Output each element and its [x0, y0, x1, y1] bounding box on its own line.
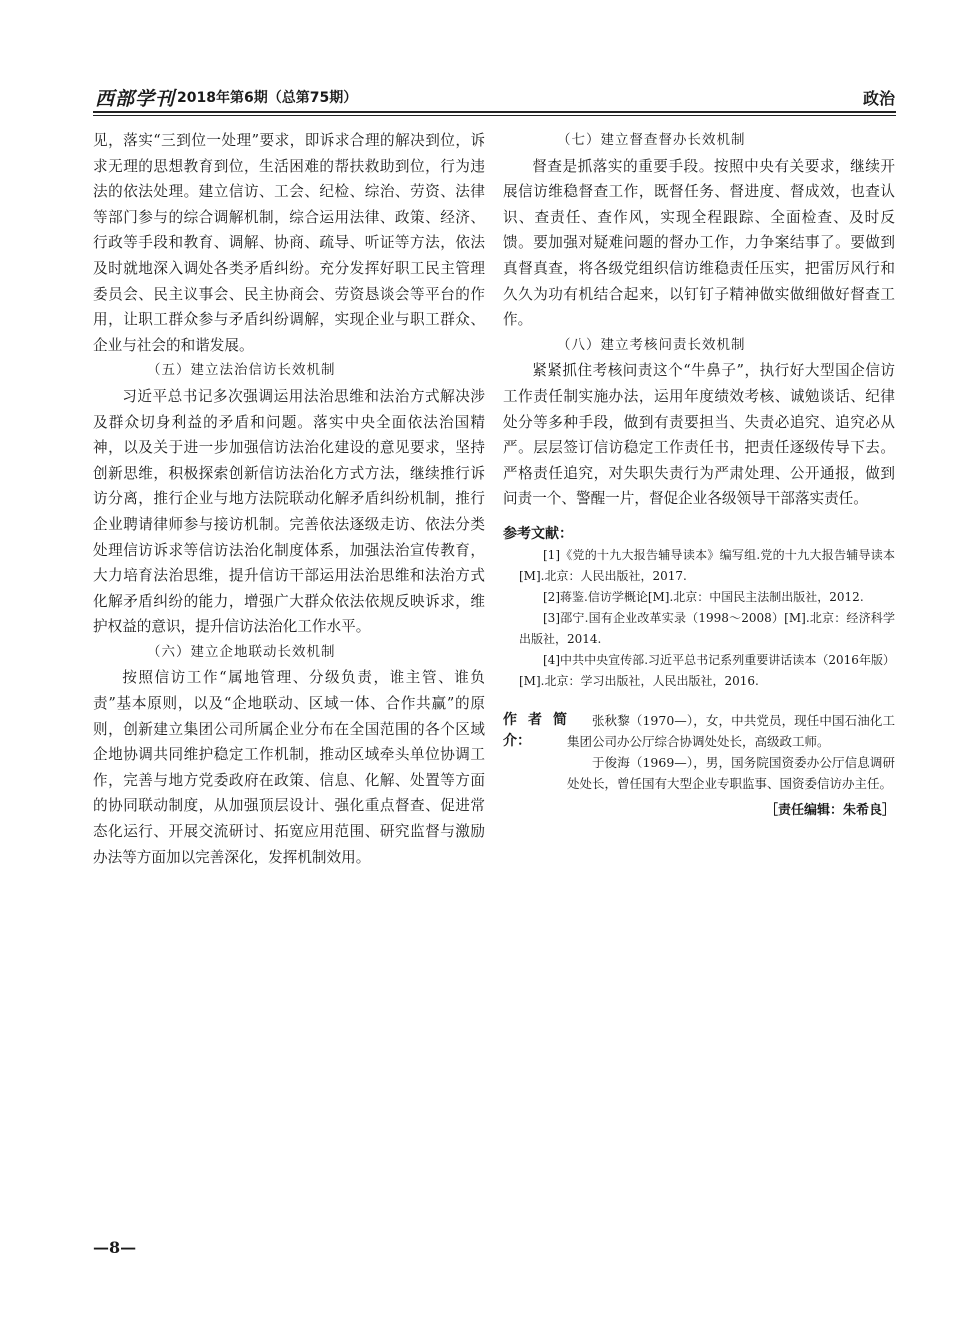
subheading-5: （五）建立法治信访长效机制	[147, 362, 336, 379]
author-bio	[503, 710, 895, 794]
reference-item: [4]中共中央宣传部.习近平总书记系列重要讲话读本（2016年版）[M].北京：学习出版社，人民出版社，2016.	[519, 652, 895, 688]
right-column	[503, 128, 895, 824]
issue-info: 2018年第6期（总第75期）	[177, 90, 358, 106]
page-number: —8—	[93, 1238, 137, 1257]
author-1: 张秋黎（1970—），女，中共党员，现任中国石油化工集团公司办公厅综合协调处处长，高级政工师。	[567, 712, 895, 749]
author-bio-label: 作者简介：	[503, 711, 567, 749]
reference-item: [3]邵宁.国有企业改革实录（1998～2008）[M].北京：经济科学出版社，2014.	[519, 610, 895, 646]
journal-logo: 西部学刊	[95, 88, 176, 110]
reference-item: [1]《党的十九大报告辅导读本》编写组.党的十九大报告辅导读本[M].北京：人民出版社，2017.	[519, 547, 895, 583]
subheading-8: （八）建立考核问责长效机制	[557, 336, 746, 353]
paragraph-enterprise-local: 按照信访工作“属地管理、分级负责，谁主管、谁负责”基本原则，以及“企地联动、区域一体、合作共赢”的原则，创新建立集团公司所属企业分布在全国范围的各个区域企地协调共同维护稳定工作机制，推动区域牵头单位协调工作，完善与地方党委政府在政策、信息、化解、处置等方面的协同联动制度，从加强顶层设计、强化重点督查、促进常态化运行、开展交流研讨、拓宽应用范围、研究监督与激励办法等方面加以完善深化，发挥机制效用。	[93, 669, 485, 866]
paragraph-legal-petition: 习近平总书记多次强调运用法治思维和法治方式解决涉及群众切身利益的矛盾和问题。落实中央全面依法治国精神，以及关于进一步加强信访法治化建设的意见要求，坚持创新思维，积极探索创新信访法治化方式方法，继续推行诉访分离，推行企业与地方法院联动化解矛盾纠纷机制，推行企业聘请律师参与接访机制。完善依法逐级走访、依法分类处理信访诉求等信访法治化制度体系，加强法治宣传教育，大力培育法治思维，提升信访干部运用法治思维和法治方式化解矛盾纠纷的能力，增强广大群众依法依规反映诉求，维护权益的意识，提升信访法治化工作水平。	[93, 387, 485, 636]
author-2: 于俊海（1969—），男，国务院国资委办公厅信息调研处处长，曾任国有大型企业专职监事、国资委信访办主任。	[567, 754, 895, 791]
paragraph-continuation: 见，落实“三到位一处理”要求，即诉求合理的解决到位，诉求无理的思想教育到位，生活困难的帮扶救助到位，行为违法的依法处理。建立信访、工会、纪检、综治、劳资、法律等部门参与的综合调解机制，综合运用法律、政策、经济、行政等手段和教育、调解、协商、疏导、听证等方法，依法及时就地深入调处各类矛盾纠纷。充分发挥好职工民主管理委员会、民主议事会、民主协商会、劳资恳谈会等平台的作用，让职工群众参与矛盾纠纷调解，实现企业与职工群众、企业与社会的和谐发展。	[93, 132, 485, 354]
section-name: 政治	[862, 89, 895, 108]
page-header	[95, 84, 895, 110]
header-rule-thin	[93, 115, 896, 116]
paragraph-supervision: 督查是抓落实的重要手段。按照中央有关要求，继续开展信访维稳督查工作，既督任务、督进度、督成效，也查认识、查责任、查作风，实现全程跟踪、全面检查、及时反馈。要加强对疑难问题的督办工作，力争案结事了。要做到真督真查，将各级党组织信访维稳责任压实，把雷厉风行和久久为功有机结合起来，以钉钉子精神做实做细做好督查工作。	[503, 157, 895, 329]
references-title: 参考文献：	[503, 525, 573, 542]
subheading-7: （七）建立督查督办长效机制	[557, 132, 746, 148]
responsible-editor: ［责任编辑：朱希良］	[764, 802, 895, 818]
subheading-6: （六）建立企地联动长效机制	[147, 643, 336, 660]
reference-item: [2]蒋鉴.信访学概论[M].北京：中国民主法制出版社，2012.	[543, 589, 864, 604]
author-bio-body	[567, 710, 895, 794]
left-column	[93, 128, 485, 870]
paragraph-accountability: 紧紧抓住考核问责这个“牛鼻子”，执行好大型国企信访工作责任制实施办法，运用年度绩效考核、诚勉谈话、纪律处分等多种手段，做到有责要担当、失责必追究、追究必从严。层层签订信访稳定工作责任书，把责任逐级传导下去。严格责任追究，对失职失责行为严肃处理、公开通报，做到问责一个、警醒一片，督促企业各级领导干部落实责任。	[503, 362, 895, 508]
header-rule-thick	[93, 111, 896, 113]
